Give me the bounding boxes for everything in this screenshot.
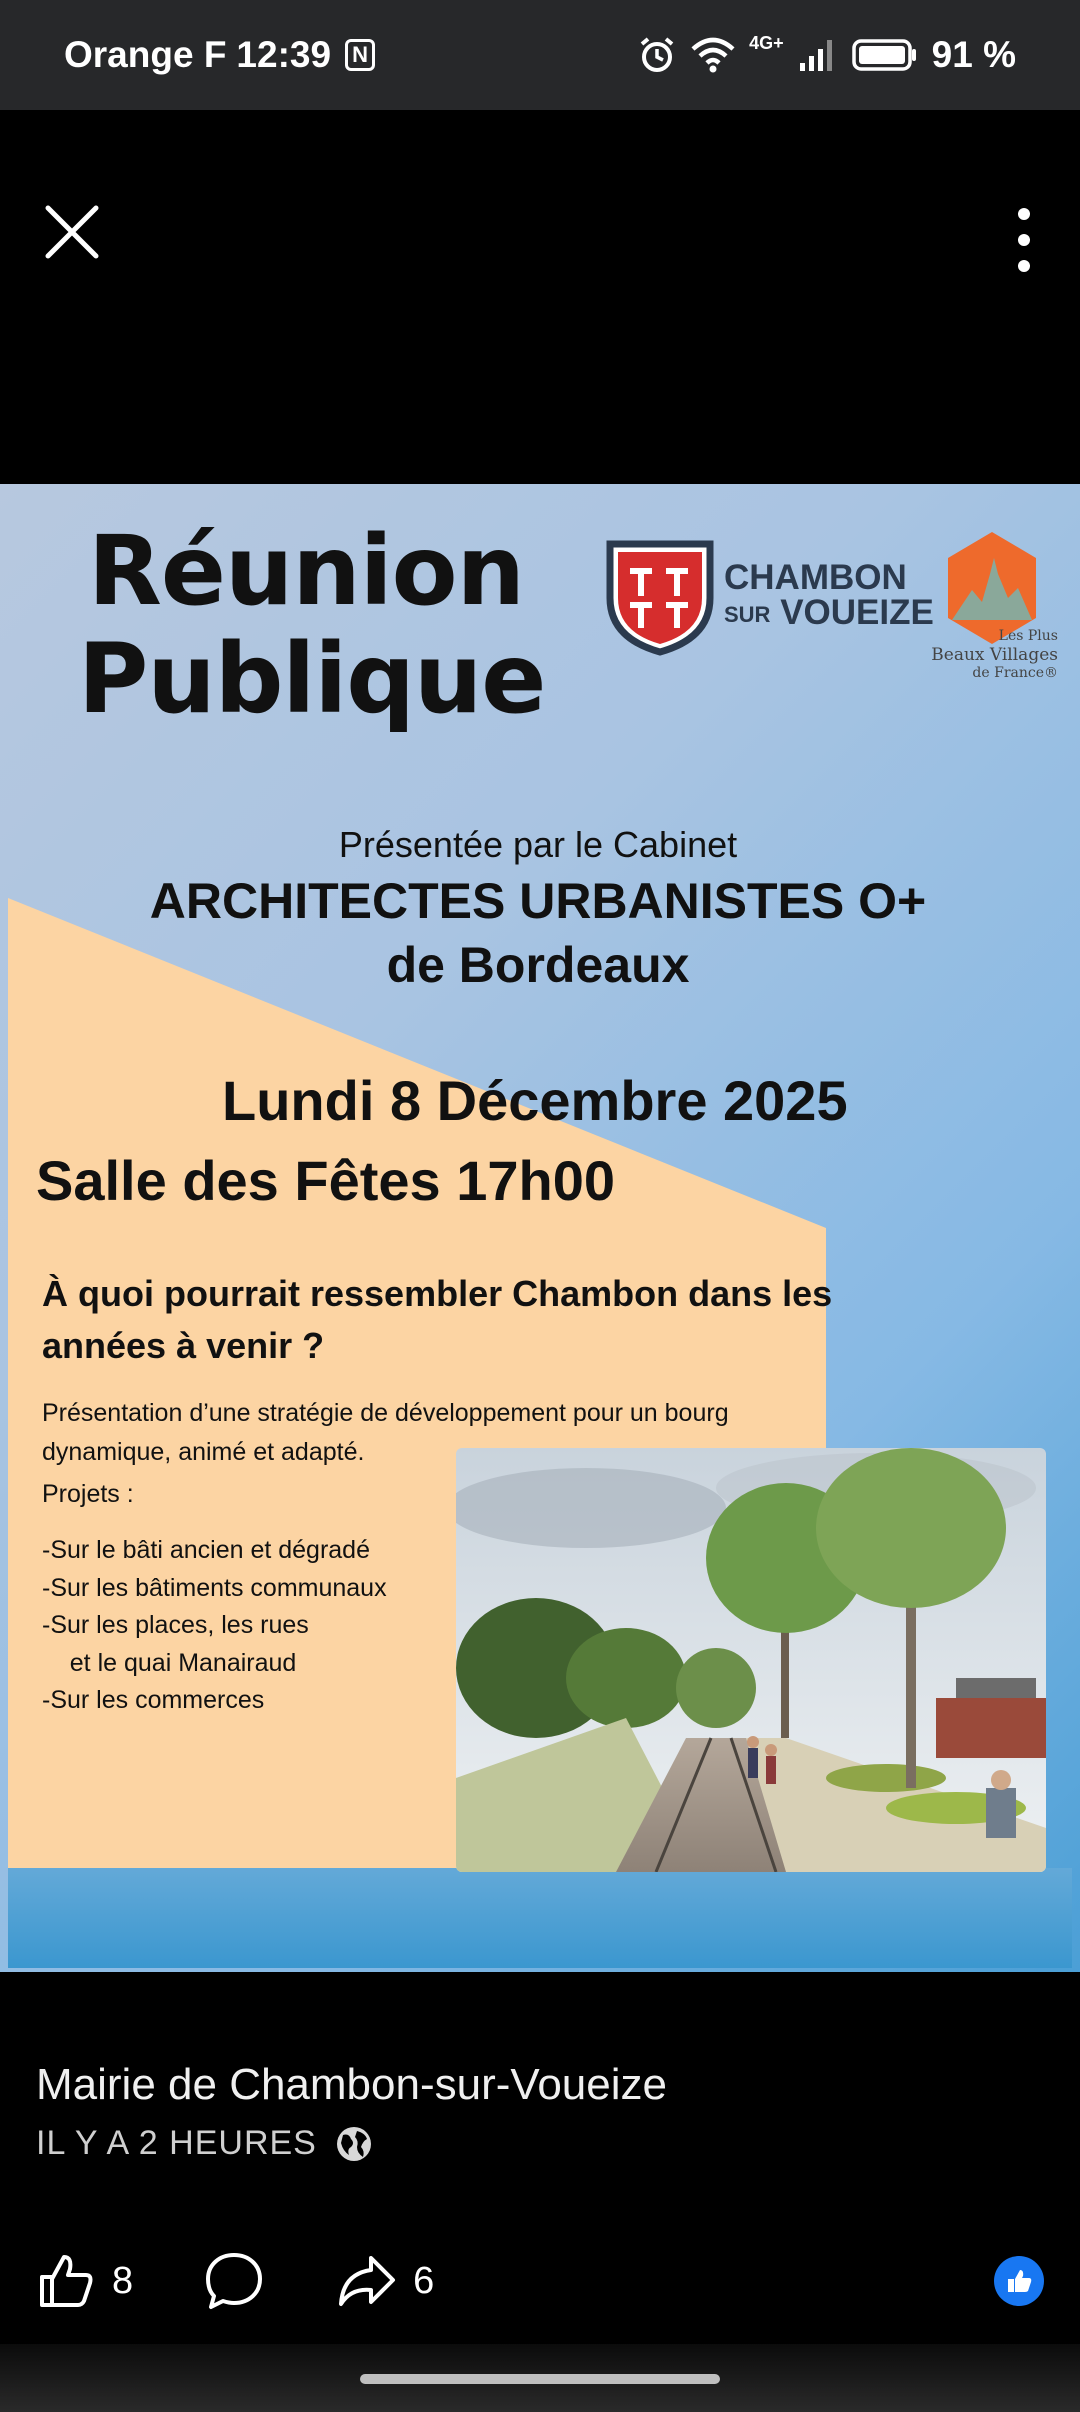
projet-item: et le quai Manairaud	[42, 1648, 297, 1677]
poster-date: Lundi 8 Décembre 2025	[222, 1069, 848, 1132]
carrier-label: Orange F	[64, 34, 227, 75]
poster-place-time: Salle des Fêtes 17h00	[36, 1149, 616, 1212]
status-left	[64, 34, 375, 76]
poster-presented-by: Présentée par le Cabinet	[338, 824, 738, 865]
home-indicator-bar[interactable]	[360, 2374, 720, 2384]
post-caption	[36, 2060, 667, 2163]
battery-icon	[852, 38, 918, 72]
chambon-crest-icon	[604, 538, 716, 656]
close-button[interactable]	[40, 200, 104, 264]
like-count: 8	[112, 2259, 134, 2302]
share-button[interactable]	[335, 2250, 434, 2312]
projet-item: -Sur les places, les rues	[42, 1611, 309, 1639]
more-vert-icon	[1004, 200, 1044, 280]
projet-item: -Sur les bâtiments communaux	[42, 1573, 387, 1602]
globe-icon	[335, 2125, 373, 2163]
alarm-icon	[637, 35, 677, 75]
poster-title	[78, 515, 546, 735]
poster-projets-list	[42, 1532, 462, 1720]
chambon-logo-line2	[724, 595, 934, 630]
projet-item: -Sur les commerces	[42, 1686, 265, 1714]
village-text-3: de France®	[972, 665, 1058, 682]
clock: 12:39	[236, 34, 332, 75]
poster-city: de Bordeaux	[386, 937, 690, 993]
share-count: 6	[413, 2259, 435, 2302]
like-button[interactable]	[36, 2251, 133, 2311]
post-image[interactable]	[0, 484, 1080, 1972]
chambon-logo-voueize: VOUEIZE	[780, 593, 934, 632]
post-time: IL Y A 2 HEURES	[36, 2124, 317, 2162]
poster-cabinet-name: ARCHITECTES URBANISTES O+	[149, 873, 927, 929]
chambon-logo-text	[724, 560, 934, 630]
gesture-nav-area	[0, 2344, 1080, 2412]
comment-button[interactable]	[203, 2250, 265, 2312]
close-icon	[40, 200, 104, 264]
network-type: 4G+	[749, 32, 784, 53]
chambon-logo-line1: CHAMBON	[724, 558, 907, 597]
like-reaction-icon	[1005, 2267, 1033, 2295]
status-bar	[0, 0, 1080, 110]
poster-projets-label: Projets :	[42, 1480, 134, 1508]
more-options-button[interactable]	[1004, 200, 1044, 280]
poster-title-line1: Réunion	[88, 515, 524, 627]
status-right	[637, 34, 1016, 76]
village-text-2: Beaux Villages	[931, 644, 1058, 665]
share-arrow-icon	[335, 2250, 397, 2312]
viewer-top-bar	[0, 110, 1080, 480]
poster-bottom-band	[8, 1868, 1072, 1968]
post-meta	[36, 2124, 667, 2163]
nfc-icon: N	[345, 39, 375, 71]
poster-presentation: Présentation d’une stratégie de développement pour un bourg dynamique, animé et adapté.	[42, 1399, 729, 1466]
battery-level: 91 %	[931, 34, 1016, 75]
comment-icon	[203, 2250, 265, 2312]
village-text-1: Les Plus	[998, 628, 1058, 644]
thumbs-up-icon	[36, 2251, 96, 2311]
poster-title-line2: Publique	[78, 622, 546, 735]
signal-icon	[798, 37, 838, 73]
poster-canvas	[8, 488, 1072, 1968]
projet-item: -Sur le bâti ancien et dégradé	[42, 1536, 370, 1564]
post-author[interactable]: Mairie de Chambon-sur-Voueize	[36, 2060, 667, 2109]
poster-question: À quoi pourrait ressembler Chambon dans les années à venir ?	[42, 1273, 833, 1367]
street-rendering-image	[456, 1448, 1046, 1872]
post-actions	[36, 2246, 1044, 2316]
chambon-logo-sur: SUR	[724, 601, 771, 627]
reaction-like-badge[interactable]	[994, 2256, 1044, 2306]
wifi-icon	[691, 37, 735, 73]
beaux-villages-text	[908, 628, 1058, 682]
